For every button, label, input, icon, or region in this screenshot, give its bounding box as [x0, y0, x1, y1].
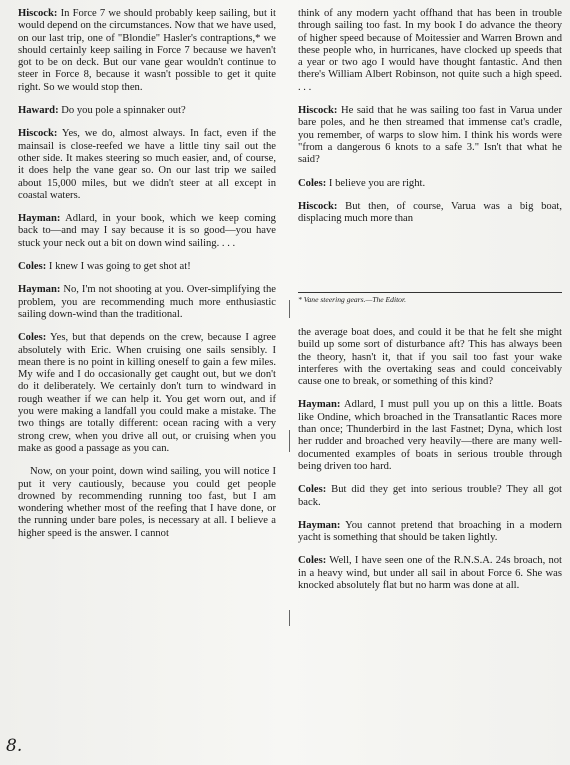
column-rule: [289, 610, 290, 626]
right-column-top: [298, 8, 562, 236]
paragraph: Hayman: Adlard, in your book, which we keep coming back to—and may I say because it is so good—you have stuck your neck out a bit on down wind sailing. . . .: [18, 213, 276, 249]
paragraph: Hiscock: But then, of course, Varua was a big boat, displacing much more than: [298, 200, 562, 225]
page-number: 8.: [6, 736, 23, 756]
paragraph: Hiscock: In Force 7 we should probably keep sailing, but it would depend on the circumstances. Now that we have used, on our last trip, one of "Blondie" Hasler's contraptions,* we should certainly keep sailing in Force 7 because we haven't got to be on deck. But our vane gear wouldn't continue to steer in Force 8, because it wasn't possible to get it quite right. So we would stop then.: [18, 8, 277, 93]
column-rule: [289, 430, 290, 452]
paragraph: Now, on your point, down wind sailing, you will notice I put it very cautiously, because you could get people drowned by recommending running too fast, but I am wondering whether most of the reefing that I have done, or the running under bare poles, is necessary at all. I believe a higher speed is the answer. I cannot: [18, 466, 276, 539]
right-column-bottom: [298, 327, 562, 603]
paragraph: Coles: Yes, but that depends on the crew, because I agree absolutely with Eric. When cruising one sails sensibly. I mean there is no point in killing oneself to gain a few miles. My wife and I do occasionally get caught out, but we don't do it deliberately. We certainly don't turn to windward in rough weather if we can help it. You get worn out, and if you were making a landfall you could make a mistake. The two things are totally different: ocean racing with a very strong crew, when you drive all out, or cruising when you make as good a passage as you can.: [18, 332, 276, 454]
paragraph: Hayman: Adlard, I must pull you up on this a little. Boats like Ondine, which broached in the Transatlantic Races more than once; Thunderbird in the last Fastnet; Dyna, which lost her rudder and broached very heavily—there are many well-documented examples of boats in serious trouble through being driven too hard.: [298, 399, 562, 472]
paragraph: Haward: Do you pole a spinnaker out?: [18, 105, 186, 117]
paragraph: Hayman: No, I'm not shooting at you. Over-simplifying the problem, you are recommending much more enthusiastic sailing down-wind than the traditional.: [18, 284, 276, 320]
column-rule: [289, 300, 290, 318]
paragraph: Coles: I believe you are right.: [298, 177, 426, 189]
paragraph: Hiscock: Yes, we do, almost always. In fact, even if the mainsail is close-reefed we have a little tiny sail out the other side. It makes steering so much easier, and, of course, it does help the vane gear so. On our last trip we sailed about 15,000 miles, but we didn't steer at all except in coastal waters.: [18, 128, 276, 201]
paragraph: think of any modern yacht offhand that has been in trouble through sailing too fast. In my book I do advance the theory of higher speed because of Moitessier and Warren Brown and these people who, in hurricanes, have clocked up speeds that a year or two ago I would have thought fantastic. And then there's William Albert Robinson, not quite such a high speed. . . .: [298, 8, 562, 93]
paragraph: Hiscock: He said that he was sailing too fast in Varua under bare poles, and he then streamed that immense cat's cradle, you remember, of warps to slow him. I think his words were "from a dangerous 6 knots to a safe 3." Isn't that what he said?: [298, 105, 562, 166]
left-column: [18, 8, 276, 551]
paragraph: Coles: But did they get into serious trouble? They all got back.: [298, 484, 562, 508]
footnote: * Vane steering gears.—The Editor.: [298, 292, 562, 304]
paragraph: Coles: Well, I have seen one of the R.N.S.A. 24s broach, not in a heavy wind, but under all sail in about Force 6. She was knocked absolutely flat but no harm was done at all.: [298, 555, 562, 592]
paragraph: Hayman: You cannot pretend that broaching in a modern yacht is something that should be taken lightly.: [298, 519, 562, 544]
paragraph: Coles: I knew I was going to get shot at!: [18, 261, 191, 273]
paragraph: the average boat does, and could it be that he felt she might build up some sort of disturbance aft? This has always been the theory, hasn't it, that if you sail too fast your wake interferes with the overtaking seas and could conceivably cause one to break, or something of this kind?: [298, 327, 562, 388]
